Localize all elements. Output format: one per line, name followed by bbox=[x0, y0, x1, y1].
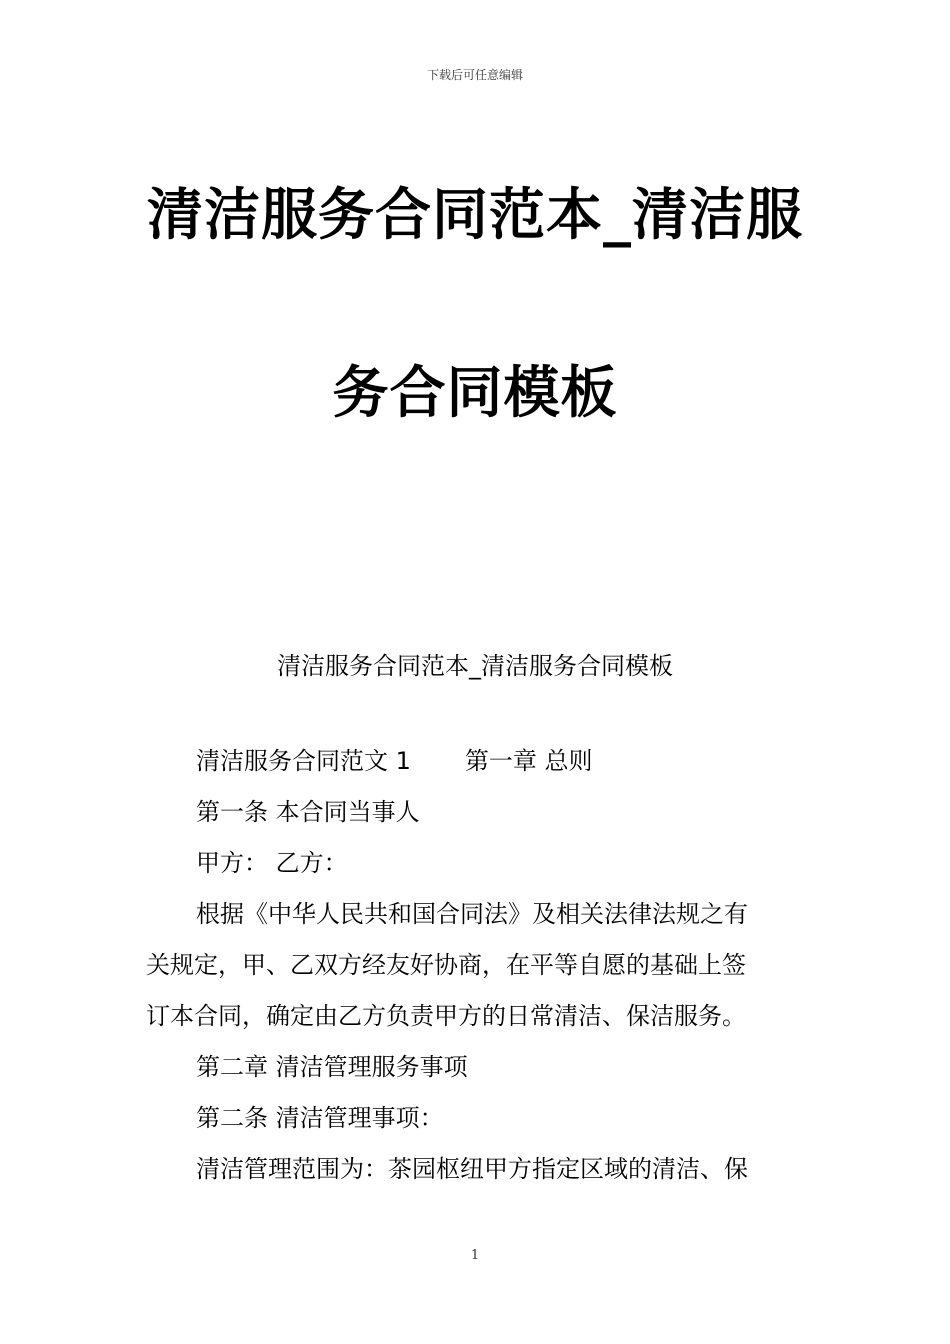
document-body bbox=[146, 736, 810, 1195]
body-line: 第二章 清洁管理服务事项 bbox=[196, 1053, 468, 1081]
body-line: 清洁管理范围为：茶园枢纽甲方指定区域的清洁、保 bbox=[196, 1155, 748, 1183]
body-line: 关规定，甲、乙双方经友好协商，在平等自愿的基础上签 bbox=[146, 951, 746, 979]
body-text-fragment: 第一章 总则 bbox=[464, 747, 593, 775]
body-line: 订本合同，确定由乙方负责甲方的日常清洁、保洁服务。 bbox=[146, 1002, 746, 1030]
body-text-fragment: 清洁服务合同范文 1 bbox=[196, 747, 411, 775]
body-line: 第二条 清洁管理事项： bbox=[196, 1104, 444, 1132]
body-line-intro bbox=[146, 736, 810, 787]
body-line: 第一条 本合同当事人 bbox=[196, 798, 420, 826]
body-line: 甲方： 乙方： bbox=[196, 849, 348, 877]
page-number: 1 bbox=[470, 1248, 480, 1263]
document-subtitle: 清洁服务合同范本_清洁服务合同模板 bbox=[277, 652, 673, 680]
header-note: 下载后可任意编辑 bbox=[426, 68, 523, 82]
document-title-line-2: 务合同模板 bbox=[332, 361, 618, 426]
document-title-line-1: 清洁服务合同范本_清洁服 bbox=[147, 183, 803, 248]
body-line: 根据《中华人民共和国合同法》及相关法律法规之有 bbox=[196, 900, 748, 928]
